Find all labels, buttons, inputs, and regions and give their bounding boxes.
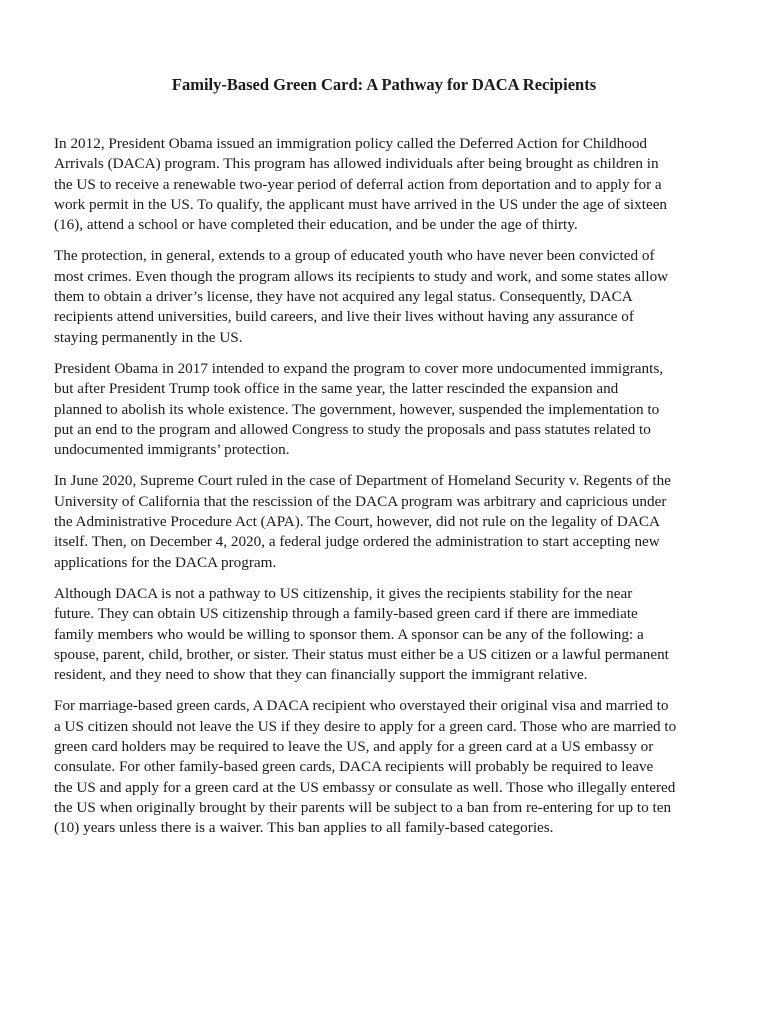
paragraph-supreme-court-ruling bbox=[54, 471, 736, 572]
text-line: but after President Trump took office in the same year, the latter rescinded the expansion and bbox=[54, 380, 619, 398]
text-line: green card holders may be required to leave the US, and apply for a green card at a US embassy or bbox=[54, 738, 654, 756]
text-line: In 2012, President Obama issued an immigration policy called the Deferred Action for Childhood bbox=[54, 135, 648, 152]
text-line: consulate. For other family-based green cards, DACA recipients will probably be required to leave bbox=[54, 758, 654, 776]
paragraph-citizenship-pathway bbox=[54, 584, 736, 685]
text-line: For marriage-based green cards, A DACA recipient who overstayed their original visa and married to bbox=[54, 697, 669, 715]
text-line: Although DACA is not a pathway to US citizenship, it gives the recipients stability for the near bbox=[54, 584, 633, 602]
text-line: Arrivals (DACA) program. This program has allowed individuals after being brought as children in bbox=[54, 155, 659, 173]
paragraph-marriage-based bbox=[54, 696, 736, 838]
text-line: applications for the DACA program. bbox=[54, 553, 277, 571]
document-body bbox=[54, 134, 736, 850]
text-line: the Administrative Procedure Act (APA). The Court, however, did not rule on the legality of DACA bbox=[54, 513, 660, 531]
text-line: University of California that the rescission of the DACA program was arbitrary and capricious under bbox=[54, 492, 667, 510]
paragraph-2017-expansion bbox=[54, 359, 736, 460]
text-line: In June 2020, Supreme Court ruled in the case of Department of Homeland Security v. Regents of the bbox=[54, 472, 671, 490]
text-line: itself. Then, on December 4, 2020, a federal judge ordered the administration to start accepting new bbox=[54, 533, 660, 551]
text-line: family members who would be willing to sponsor them. A sponsor can be any of the following: a bbox=[54, 625, 644, 643]
text-line: recipients attend universities, build careers, and live their lives without having any assurance of bbox=[54, 308, 634, 326]
text-line: most crimes. Even though the program allows its recipients to study and work, and some states allow bbox=[54, 267, 669, 285]
text-line: staying permanently in the US. bbox=[54, 328, 243, 346]
document-title: Family-Based Green Card: A Pathway for DACA Recipients bbox=[171, 75, 597, 94]
text-line: President Obama in 2017 intended to expand the program to cover more undocumented immigrants, bbox=[54, 359, 664, 377]
paragraph-daca-intro bbox=[54, 134, 736, 235]
text-line: undocumented immigrants’ protection. bbox=[54, 441, 290, 459]
paragraph-protection bbox=[54, 246, 736, 347]
text-line: future. They can obtain US citizenship through a family-based green card if there are immediate bbox=[54, 605, 638, 623]
text-line: The protection, in general, extends to a group of educated youth who have never been convicted of bbox=[54, 247, 655, 265]
text-line: put an end to the program and allowed Congress to study the proposals and pass statutes related to bbox=[54, 420, 651, 438]
text-line: them to obtain a driver’s license, they have not acquired any legal status. Consequently, DACA bbox=[54, 288, 633, 306]
text-line: the US to receive a renewable two-year period of deferral action from deportation and to apply for a bbox=[54, 175, 662, 193]
text-line: planned to abolish its whole existence. The government, however, suspended the implementation to bbox=[54, 400, 660, 418]
text-line: the US and apply for a green card at the US embassy or consulate as well. Those who illegally entered bbox=[54, 778, 676, 796]
text-line: (10) years unless there is a waiver. This ban applies to all family-based categories. bbox=[54, 819, 554, 837]
text-line: a US citizen should not leave the US if they desire to apply for a green card. Those who are married to bbox=[54, 717, 677, 735]
text-line: spouse, parent, child, brother, or sister. Their status must either be a US citizen or a lawful permanent bbox=[54, 645, 669, 663]
text-line: work permit in the US. To qualify, the applicant must have arrived in the US under the age of sixteen bbox=[54, 195, 668, 213]
text-line: (16), attend a school or have completed their education, and be under the age of thirty. bbox=[54, 216, 578, 234]
text-line: the US when originally brought by their parents will be subject to a ban from re-entering for up to ten bbox=[54, 798, 672, 816]
text-line: resident, and they need to show that they can financially support the immigrant relative. bbox=[54, 666, 588, 684]
